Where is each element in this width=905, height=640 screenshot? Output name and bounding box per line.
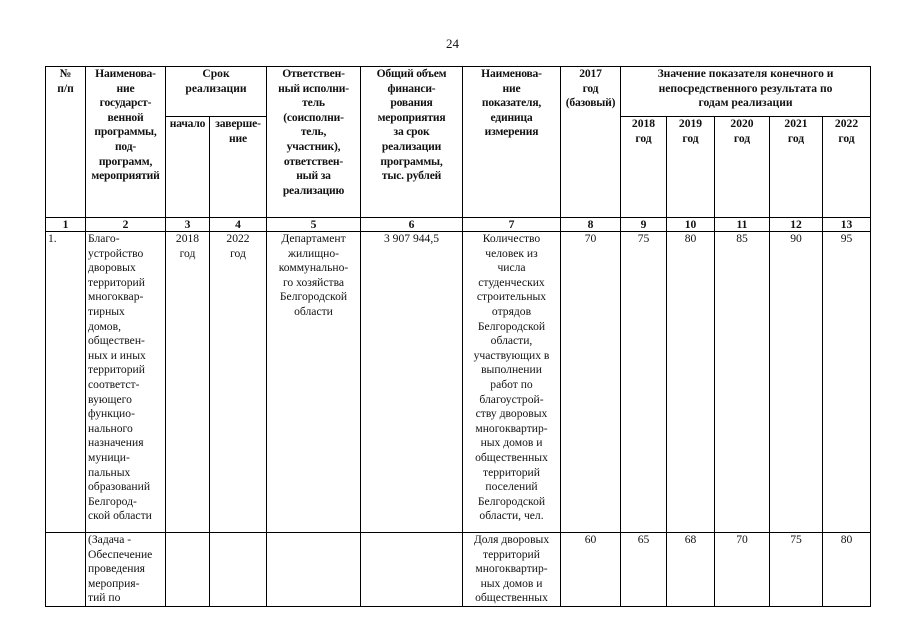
term-start xyxy=(166,533,210,607)
column-number: 11 xyxy=(715,218,770,232)
column-number: 6 xyxy=(361,218,463,232)
responsible-executor xyxy=(267,533,361,607)
column-number: 10 xyxy=(667,218,715,232)
header-base-year: 2017 год (базовый) xyxy=(561,67,621,218)
indicator-name: Количество человек из числа студенческих строительных отрядов Белгородской области, участвующих в выполнении работ по благоустрой- ству дворовых многоквартир- ных домов и общественных территорий поселений Белгородской области, чел. xyxy=(463,232,561,533)
value-2018: 75 xyxy=(621,232,667,533)
header-term: Срок реализации xyxy=(166,67,267,117)
value-2022: 80 xyxy=(823,533,871,607)
header-indicator: Наименова- ние показателя, единица измерения xyxy=(463,67,561,218)
column-number: 9 xyxy=(621,218,667,232)
header-year-2022: 2022 год xyxy=(823,117,871,218)
column-number: 5 xyxy=(267,218,361,232)
value-2018: 65 xyxy=(621,533,667,607)
column-number: 7 xyxy=(463,218,561,232)
term-end: 2022 год xyxy=(210,232,267,533)
header-year-2018: 2018 год xyxy=(621,117,667,218)
column-number: 4 xyxy=(210,218,267,232)
term-end xyxy=(210,533,267,607)
table-row xyxy=(46,232,871,533)
header-row-top xyxy=(46,67,871,117)
value-2019: 80 xyxy=(667,232,715,533)
header-year-2021: 2021 год xyxy=(770,117,823,218)
activity-name: (Задача - Обеспечение проведения мероприя- тий по xyxy=(86,533,166,607)
header-year-2020: 2020 год xyxy=(715,117,770,218)
program-table xyxy=(45,66,871,607)
column-number: 13 xyxy=(823,218,871,232)
header-values-group: Значение показателя конечного и непосредственного результата по годам реализации xyxy=(621,67,871,117)
header-funding: Общий объем финанси- рования мероприятия за срок реализации программы, тыс. рублей xyxy=(361,67,463,218)
header-year-2019: 2019 год xyxy=(667,117,715,218)
row-number: 1. xyxy=(46,232,86,533)
column-number: 8 xyxy=(561,218,621,232)
value-2019: 68 xyxy=(667,533,715,607)
responsible-executor: Департамент жилищно- коммунально- го хозяйства Белгородской области xyxy=(267,232,361,533)
value-2021: 90 xyxy=(770,232,823,533)
term-start: 2018 год xyxy=(166,232,210,533)
base-year-value: 70 xyxy=(561,232,621,533)
column-number: 2 xyxy=(86,218,166,232)
base-year-value: 60 xyxy=(561,533,621,607)
column-number-row xyxy=(46,218,871,232)
row-number xyxy=(46,533,86,607)
column-number: 1 xyxy=(46,218,86,232)
header-term-end: заверше- ние xyxy=(210,117,267,218)
funding-amount xyxy=(361,533,463,607)
column-number: 3 xyxy=(166,218,210,232)
header-number: № п/п xyxy=(46,67,86,218)
header-responsible: Ответствен- ный исполни- тель (соисполни- тель, участник), ответствен- ный за реализацию xyxy=(267,67,361,218)
activity-name: Благо- устройство дворовых территорий многоквар- тирных домов, обществен- ных и иных территорий соответст- вующего функцио- нального назначения муници- пальных образований Белгород- ской области xyxy=(86,232,166,533)
value-2020: 70 xyxy=(715,533,770,607)
indicator-name: Доля дворовых территорий многоквартир- ных домов и общественных xyxy=(463,533,561,607)
value-2021: 75 xyxy=(770,533,823,607)
header-term-start: начало xyxy=(166,117,210,218)
value-2020: 85 xyxy=(715,232,770,533)
header-program-name: Наименова- ние государст- венной программы, под- программ, мероприятий xyxy=(86,67,166,218)
table-row xyxy=(46,533,871,607)
column-number: 12 xyxy=(770,218,823,232)
value-2022: 95 xyxy=(823,232,871,533)
page-number: 24 xyxy=(446,36,459,51)
funding-amount: 3 907 944,5 xyxy=(361,232,463,533)
